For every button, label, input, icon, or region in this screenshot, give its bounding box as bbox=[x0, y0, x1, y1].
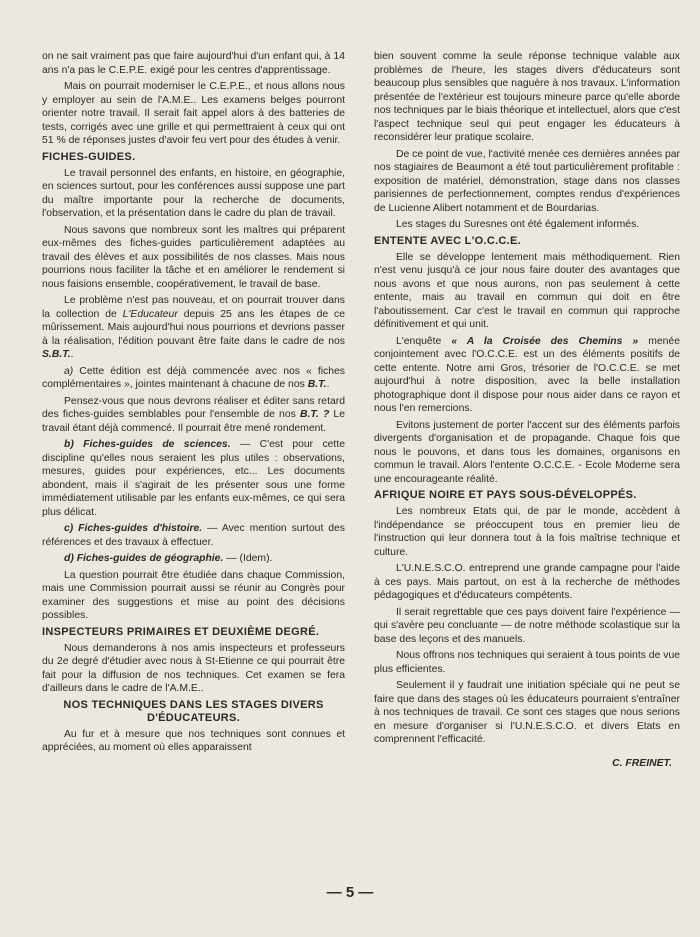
paragraph: Evitons justement de porter l'accent sur des éléments parfois divergents d'organisation et de propagande. Chaque fois que nous le pouvons, et dans tous les domaines, organisons en commun le travail. Alors l'entente O.C.C.E. - Ecole Moderne sera une encourageante réalité. bbox=[374, 419, 680, 485]
paragraph: Le travail personnel des enfants, en histoire, en géographie, en sciences surtout, pour les conférences aussi suppose une part du maître importante pour la recherche de documents, l'observation, et la présentation dans le cadre du plan de travail. bbox=[42, 167, 345, 219]
paragraph: Il serait regrettable que ces pays doivent faire l'expérience — qui s'avère peu concluante — de notre méthode scolastique sur la base des leçons et des manuels. bbox=[374, 606, 680, 645]
paragraph: De ce point de vue, l'activité menée ces dernières années par nos stagiaires de Beaumont a été tout particulièrement profitable : exposition de matériel, démonstration, stage dans nos classes parisiennes de perfectionnement, comptes rendus d'expériences de Lucienne Alibert notamment et de Bourdarias. bbox=[374, 148, 680, 214]
paragraph: bien souvent comme la seule réponse technique valable aux problèmes de l'heure, les stages divers d'éducateurs sont beaucoup plus sensibles que naguère à nos travaux. L'information présentée de l'extérieur est toujours mineure parce qu'elle aborde nos techniques par le biais théorique et intellectuel, alors que c'est l'aspect technique seul qui peut engager les éducateurs à reconsidérer leur pratique scolaire. bbox=[374, 51, 680, 143]
paragraph: on ne sait vraiment pas que faire aujourd'hui d'un enfant qui, à 14 ans n'a pas le C.E.P.E. exigé pour les centres d'apprentissage. bbox=[42, 51, 345, 76]
paragraph: L'U.N.E.S.C.O. entreprend une grande campagne pour l'aide à ces pays. Mais partout, on est à la recherche de méthodes pédagogiques et d'éducateurs compétents. bbox=[374, 563, 680, 601]
paragraph: a) Cette édition est déjà commencée avec nos « fiches complémentaires », jointes maintenant à chacune de nos B.T.. bbox=[42, 365, 345, 390]
survey-title: « A la Croisée des Chemins » bbox=[451, 335, 639, 347]
bt-abbrev: B.T. bbox=[307, 379, 327, 390]
subheading-sciences: b) Fiches-guides de sciences. bbox=[64, 439, 231, 450]
section-heading-occe: ENTENTE AVEC L'O.C.C.E. bbox=[374, 234, 522, 247]
section-heading-stages: NOS TECHNIQUES DANS LES STAGES DIVERS D'ÉDUCATEURS. bbox=[63, 698, 324, 724]
section-heading-afrique: AFRIQUE NOIRE ET PAYS SOUS-DÉVELOPPÉS. bbox=[374, 489, 637, 501]
paragraph: La question pourrait être étudiée dans chaque Commission, mais une Commission pourrait aussi se réunir au Congrès pour examiner des suggestions et mise au point des décisions possibles. bbox=[42, 569, 345, 621]
paragraph: b) Fiches-guides de sciences. — C'est pour cette discipline qu'elles nous seraient les plus utiles : observations, mesures, guides pour expériences, etc... Les documents abondent, mais il s'agirait de les présenter sous une forme immédiatement utilisable par les enfants eux-mêmes, ce qui sera plus délicat. bbox=[42, 439, 345, 518]
paragraph: Mais on pourrait moderniser le C.E.P.E., et nous allons nous y employer au sein de l'A.M.E.. Les examens belges pourront orienter notre travail. Il serait fait appel alors à des batteries de tests, corrigés avec une grille et qui permettraient à ceux qui ont 51 % de réponses justes d'avoir feu vert pour des études à venir. bbox=[42, 81, 345, 146]
page-number: — 5 — bbox=[326, 884, 374, 901]
left-column bbox=[42, 50, 345, 758]
paragraph: c) Fiches-guides d'histoire. — Avec mention surtout des références et des travaux à effectuer. bbox=[42, 523, 346, 548]
paragraph: L'enquête « A la Croisée des Chemins » menée conjointement avec l'O.C.C.E. est un des éléments positifs de cette entente. Notre ami Gros, trésorier de l'O.C.C.E. se met aujourd'hui à notre disposition, avec la belle installation photographique dont il dispose pour nous aider dans ce rayon et nous l'en remercions. bbox=[374, 335, 680, 414]
subheading-histoire: c) Fiches-guides d'histoire. bbox=[64, 523, 203, 534]
paragraph: Les stages du Suresnes ont été également informés. bbox=[396, 219, 640, 230]
bt-abbrev: B.T. ? bbox=[299, 409, 330, 420]
paragraph: d) Fiches-guides de géographie. — (Idem). bbox=[64, 553, 273, 564]
subheading-geographie: d) Fiches-guides de géographie. bbox=[64, 553, 224, 564]
paragraph: Elle se développe lentement mais méthodiquement. Rien n'est venu jusqu'à ce jour nous faire douter des avantages que nous avons et que nous aurons, non pas seulement à cette entente, mais au travail en commun qui doit en être l'aboutissement. Car c'est le travail en commun qui rapproche définitivement et qui unit. bbox=[374, 251, 680, 330]
section-heading-inspecteurs: INSPECTEURS PRIMAIRES ET DEUXIÈME DEGRÉ. bbox=[42, 625, 320, 638]
journal-title: L'Educateur bbox=[122, 308, 178, 320]
right-column bbox=[374, 50, 680, 773]
paragraph: Nous offrons nos techniques qui seraient à tous points de vue plus efficientes. bbox=[374, 650, 681, 675]
paragraph: Le problème n'est pas nouveau, et on pourrait trouver dans la collection de L'Educateur depuis 25 ans les étapes de ce mûrissement. Mais aujourd'hui nous pourrions et devrions passer à la réalisation, l'édition pouvant être faite dans le cadre de nos S.B.T.. bbox=[42, 295, 346, 360]
paragraph: Au fur et à mesure que nos techniques sont connues et appréciées, au moment où elles apparaissent bbox=[42, 728, 345, 753]
section-heading-fiches-guides: FICHES-GUIDES. bbox=[42, 150, 136, 163]
paragraph: Nous demanderons à nos amis inspecteurs et professeurs du 2e degré d'étudier avec nous à St-Etienne ce qui pourrait être fait pour la diffusion de nos techniques. Cet examen se fera d'ailleurs dans le cadre de l'A.M.E.. bbox=[42, 642, 345, 694]
paragraph: Seulement il y faudrait une initiation spéciale qui ne peut se faire que dans des stages où les éducateurs pourraient s'entraîner à nos techniques de travail. Ce sont ces stages que nous serions en mesure d'organiser si l'U.N.E.S.C.O. et divers Etats en comprennent l'efficacité. bbox=[374, 680, 680, 745]
sbt-abbrev: S.B.T. bbox=[42, 349, 71, 360]
signature: C. FREINET. bbox=[612, 757, 672, 769]
paragraph: Les nombreux Etats qui, de par le monde, accèdent à l'indépendance se préoccupent tous en premier lieu de l'instruction qui leur donnera tout à la fois maîtrise technique et culture. bbox=[374, 506, 680, 558]
paragraph: Nous savons que nombreux sont les maîtres qui préparent eux-mêmes des fiches-guides particulièrement adaptées au travail des élèves et aux possibilités de nos classes. Mais nous pourrions nous faciliter la tâche et en améliorer le rendement si nous faisions ensemble, coopérativement, le travail de base. bbox=[42, 224, 345, 290]
paragraph: Pensez-vous que nous devrons réaliser et éditer sans retard des fiches-guides semblables pour l'ensemble de nos B.T. ? Le travail étant déjà commencé. Il pourrait être mené rondement. bbox=[42, 395, 345, 434]
